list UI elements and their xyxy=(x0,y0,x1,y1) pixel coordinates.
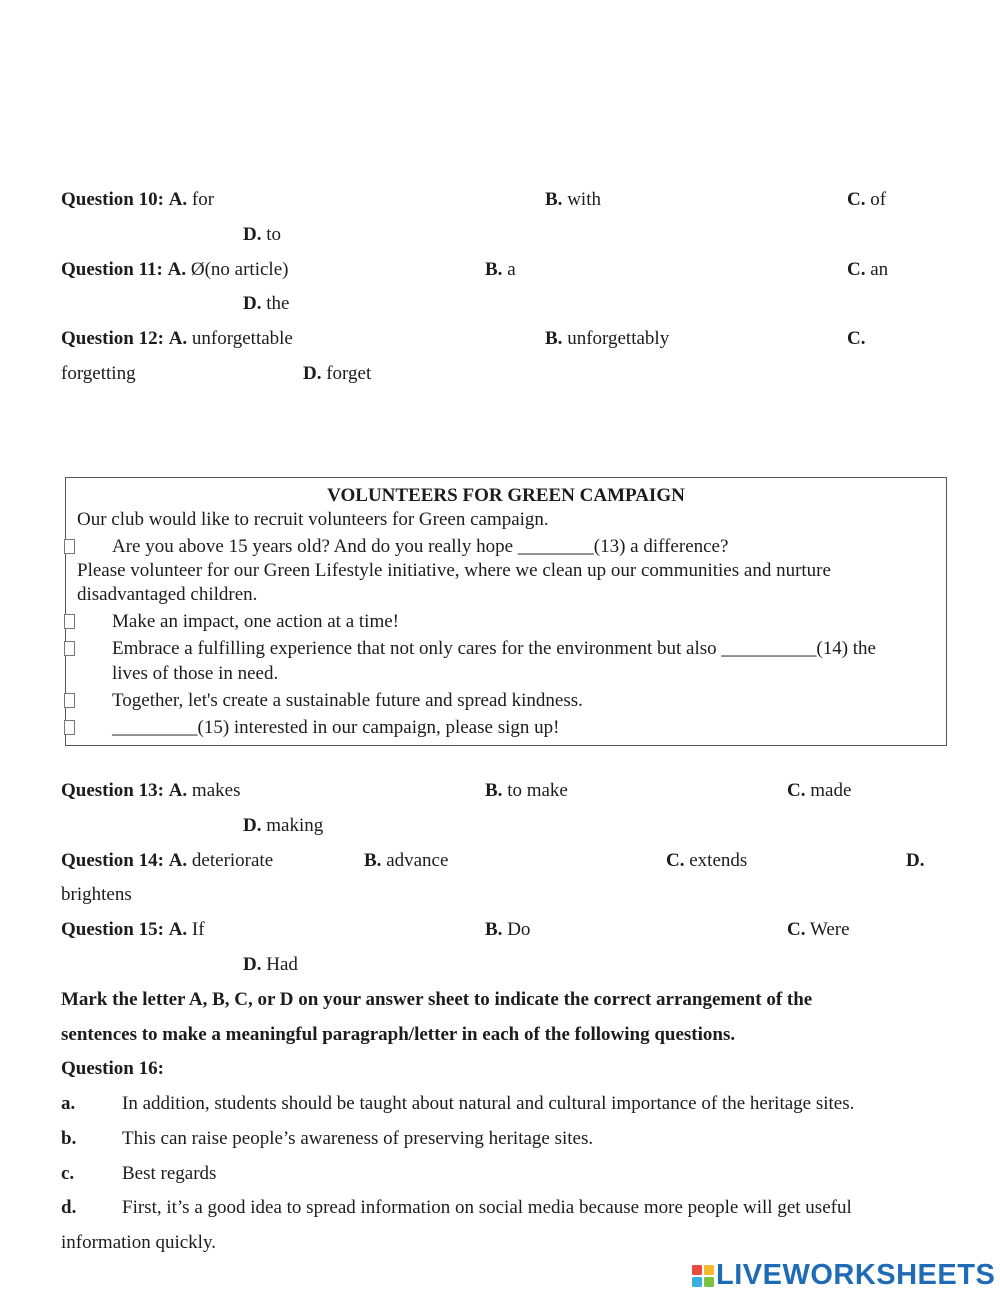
liveworksheets-logo-icon xyxy=(692,1265,714,1287)
question-12 xyxy=(61,327,293,351)
instruction-line-2: sentences to make a meaningful paragraph/letter in each of the following questions. xyxy=(61,1024,736,1045)
notice-intro: Our club would like to recruit volunteers for Green campaign. xyxy=(77,509,549,530)
sentence-text: Best regards xyxy=(122,1163,217,1184)
notice-bullet-3-line-2: lives of those in need. xyxy=(112,663,279,684)
notice-bullet-3-line-1: Embrace a fulfilling experience that not only cares for the environment but also __________(14) the xyxy=(112,638,876,659)
question-label: Question 12: xyxy=(61,328,164,349)
question-10-option-b: B. with xyxy=(545,189,601,210)
option-letter: A. xyxy=(168,919,188,940)
sentence-text: In addition, students should be taught about natural and cultural importance of the heritage sites. xyxy=(122,1093,855,1114)
notice-bullet-1: Are you above 15 years old? And do you really hope ________(13) a difference? xyxy=(112,536,729,557)
question-10 xyxy=(61,188,214,212)
question-12-option-d: D. forget xyxy=(303,363,372,384)
option-letter: A. xyxy=(168,328,188,349)
question-13-option-d: D. making xyxy=(243,815,324,836)
question-12-option-c-text: forgetting xyxy=(61,363,136,384)
option-letter: A. xyxy=(168,850,188,871)
checkbox-bullet-icon xyxy=(64,614,75,629)
notice-bullet-5: _________(15) interested in our campaign, please sign up! xyxy=(112,717,560,738)
question-13-option-c: C. made xyxy=(787,780,852,801)
sentence-letter: b. xyxy=(61,1128,77,1149)
option-letter: A. xyxy=(167,259,187,280)
option-a: If xyxy=(191,919,205,940)
option-a: deteriorate xyxy=(191,850,274,871)
question-15-option-b: B. Do xyxy=(485,919,531,940)
checkbox-bullet-icon xyxy=(64,720,75,735)
campaign-notice-box xyxy=(65,477,947,746)
sentence-text: First, it’s a good idea to spread information on social media because more people will get useful xyxy=(122,1197,852,1218)
instruction-line-1: Mark the letter A, B, C, or D on your answer sheet to indicate the correct arrangement of the xyxy=(61,989,813,1010)
sentence-letter: c. xyxy=(61,1163,75,1184)
question-15-option-c: C. Were xyxy=(787,919,850,940)
sentence-text-continuation: information quickly. xyxy=(61,1232,216,1253)
notice-title: VOLUNTEERS FOR GREEN CAMPAIGN xyxy=(327,485,685,506)
option-letter: A. xyxy=(168,189,188,210)
question-14-option-b: B. advance xyxy=(364,850,449,871)
question-15 xyxy=(61,918,205,942)
question-16-label: Question 16: xyxy=(61,1058,164,1079)
question-13 xyxy=(61,779,240,803)
question-14 xyxy=(61,849,273,873)
question-14-option-c: C. extends xyxy=(666,850,748,871)
notice-bullet-2: Make an impact, one action at a time! xyxy=(112,611,399,632)
question-11-option-d: D. the xyxy=(243,293,290,314)
checkbox-bullet-icon xyxy=(64,693,75,708)
question-11-option-b: B. a xyxy=(485,259,516,280)
question-15-option-d: D. Had xyxy=(243,954,298,975)
question-12-option-c-letter: C. xyxy=(847,328,866,349)
notice-paragraph-line-2: disadvantaged children. xyxy=(77,584,258,605)
question-11-option-c: C. an xyxy=(847,259,889,280)
question-label: Question 13: xyxy=(61,780,164,801)
checkbox-bullet-icon xyxy=(64,539,75,554)
question-13-option-b: B. to make xyxy=(485,780,568,801)
question-10-option-d: D. to xyxy=(243,224,282,245)
question-11 xyxy=(61,258,288,282)
question-label: Question 11: xyxy=(61,259,163,280)
notice-paragraph-line-1: Please volunteer for our Green Lifestyle initiative, where we clean up our communities and nurture xyxy=(77,560,831,581)
question-label: Question 14: xyxy=(61,850,164,871)
question-10-option-c: C. of xyxy=(847,189,887,210)
sentence-text: This can raise people’s awareness of preserving heritage sites. xyxy=(122,1128,594,1149)
question-label: Question 10: xyxy=(61,189,164,210)
logo-text: LIVEWORKSHEETS xyxy=(716,1259,996,1291)
checkbox-bullet-icon xyxy=(64,641,75,656)
question-14-option-d-letter: D. xyxy=(906,850,925,871)
option-a: makes xyxy=(191,780,241,801)
option-a: for xyxy=(191,189,215,210)
question-14-option-d-text: brightens xyxy=(61,884,132,905)
option-letter: A. xyxy=(168,780,188,801)
option-a: unforgettable xyxy=(191,328,293,349)
question-12-option-b: B. unforgettably xyxy=(545,328,670,349)
sentence-letter: a. xyxy=(61,1093,76,1114)
option-a: Ø(no article) xyxy=(190,259,289,280)
question-label: Question 15: xyxy=(61,919,164,940)
sentence-letter: d. xyxy=(61,1197,77,1218)
notice-bullet-4: Together, let's create a sustainable future and spread kindness. xyxy=(112,690,583,711)
